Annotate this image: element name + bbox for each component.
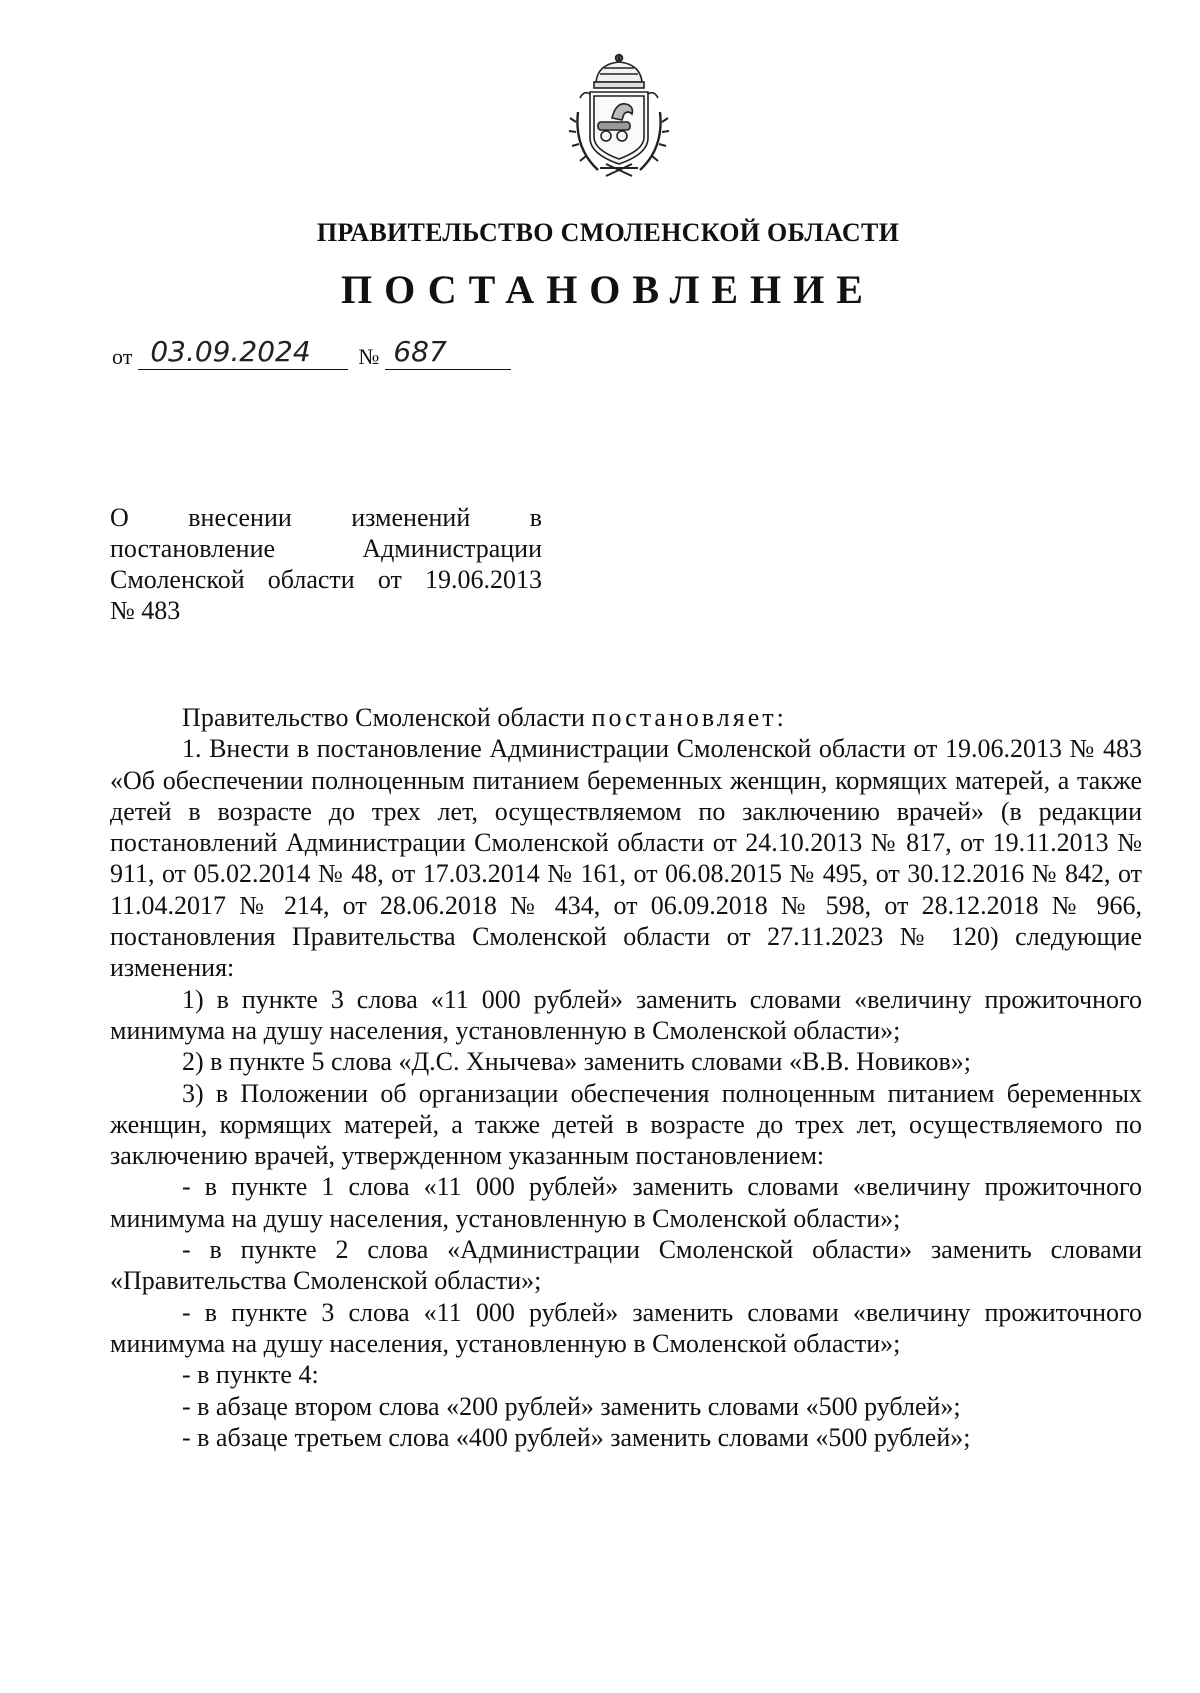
document-meta [112,330,511,370]
intro-text: Правительство Смоленской области [182,703,592,732]
dash-item: - в абзаце втором слова «200 рублей» заменить словами «500 рублей»; [182,1391,961,1421]
subitem-1: 1) в пункте 3 слова «11 000 рублей» заменить словами «величину прожиточного минимума на душу населения, установленную в Смоленской области»; [110,984,1142,1045]
document-subject [110,502,542,626]
subitem-3: 3) в Положении об организации обеспечения полноценным питанием беременных женщин, кормящих матерей, а также детей в возрасте до трех лет, осуществляемого по заключению врачей, утвержденном указанным постановлением: [110,1078,1142,1171]
dash-item: - в абзаце третьем слова «400 рублей» заменить словами «500 рублей»; [182,1422,971,1452]
date-value: 03.09.2024 [138,335,348,370]
dash-item: - в пункте 1 слова «11 000 рублей» заменить словами «величину прожиточного минимума на душу населения, установленную в Смоленской области»; [110,1172,1142,1233]
date-label: от [112,344,133,369]
subject-line: постановление Администрации [110,534,542,563]
subject-line: О внесении изменений в [110,503,542,532]
subject-line: Смоленской области от 19.06.2013 [110,565,542,594]
subject-line: № 483 [110,596,181,625]
resolution-intro [110,702,1142,733]
item-1: 1. Внести в постановление Администрации Смоленской области от 19.06.2013 № 483 «Об обеспечении полноценным питанием беременных женщин, кормящих матерей, а также детей в возрасте до трех лет, осуществляемом по заключению врачей» (в редакции постановлений Администрации Смоленской области от 24.10.2013 № 817, от 19.11.2013 № 911, от 05.02.2014 № 48, от 17.03.2014 № 161, от 06.08.2015 № 495, от 30.12.2016 № 842, от 11.04.2017 № 214, от 28.06.2018 № 434, от 06.09.2018 № 598, от 28.12.2018 № 966, постановления Правительства Смоленской области от 27.11.2023 № 120) следующие изменения: [110,734,1142,983]
dash-item: - в пункте 3 слова «11 000 рублей» заменить словами «величину прожиточного минимума на душу населения, установленную в Смоленской области»; [110,1297,1142,1358]
document-body [110,702,1142,1453]
dash-item: - в пункте 4: [182,1360,319,1390]
intro-decree-word: постановляет: [591,703,787,732]
subitem-2: 2) в пункте 5 слова «Д.С. Хнычева» заменить словами «В.В. Новиков»; [182,1047,971,1077]
number-label: № [358,344,380,369]
smolensk-coat-of-arms-icon [560,52,678,182]
government-name: ПРАВИТЕЛЬСТВО СМОЛЕНСКОЙ ОБЛАСТИ [316,218,900,247]
dash-item: - в пункте 2 слова «Администрации Смоленской области» заменить словами «Правительства Смоленской области»; [110,1235,1142,1296]
document-type-title: ПОСТАНОВЛЕНИЕ [341,267,875,312]
number-value: 687 [385,335,511,370]
